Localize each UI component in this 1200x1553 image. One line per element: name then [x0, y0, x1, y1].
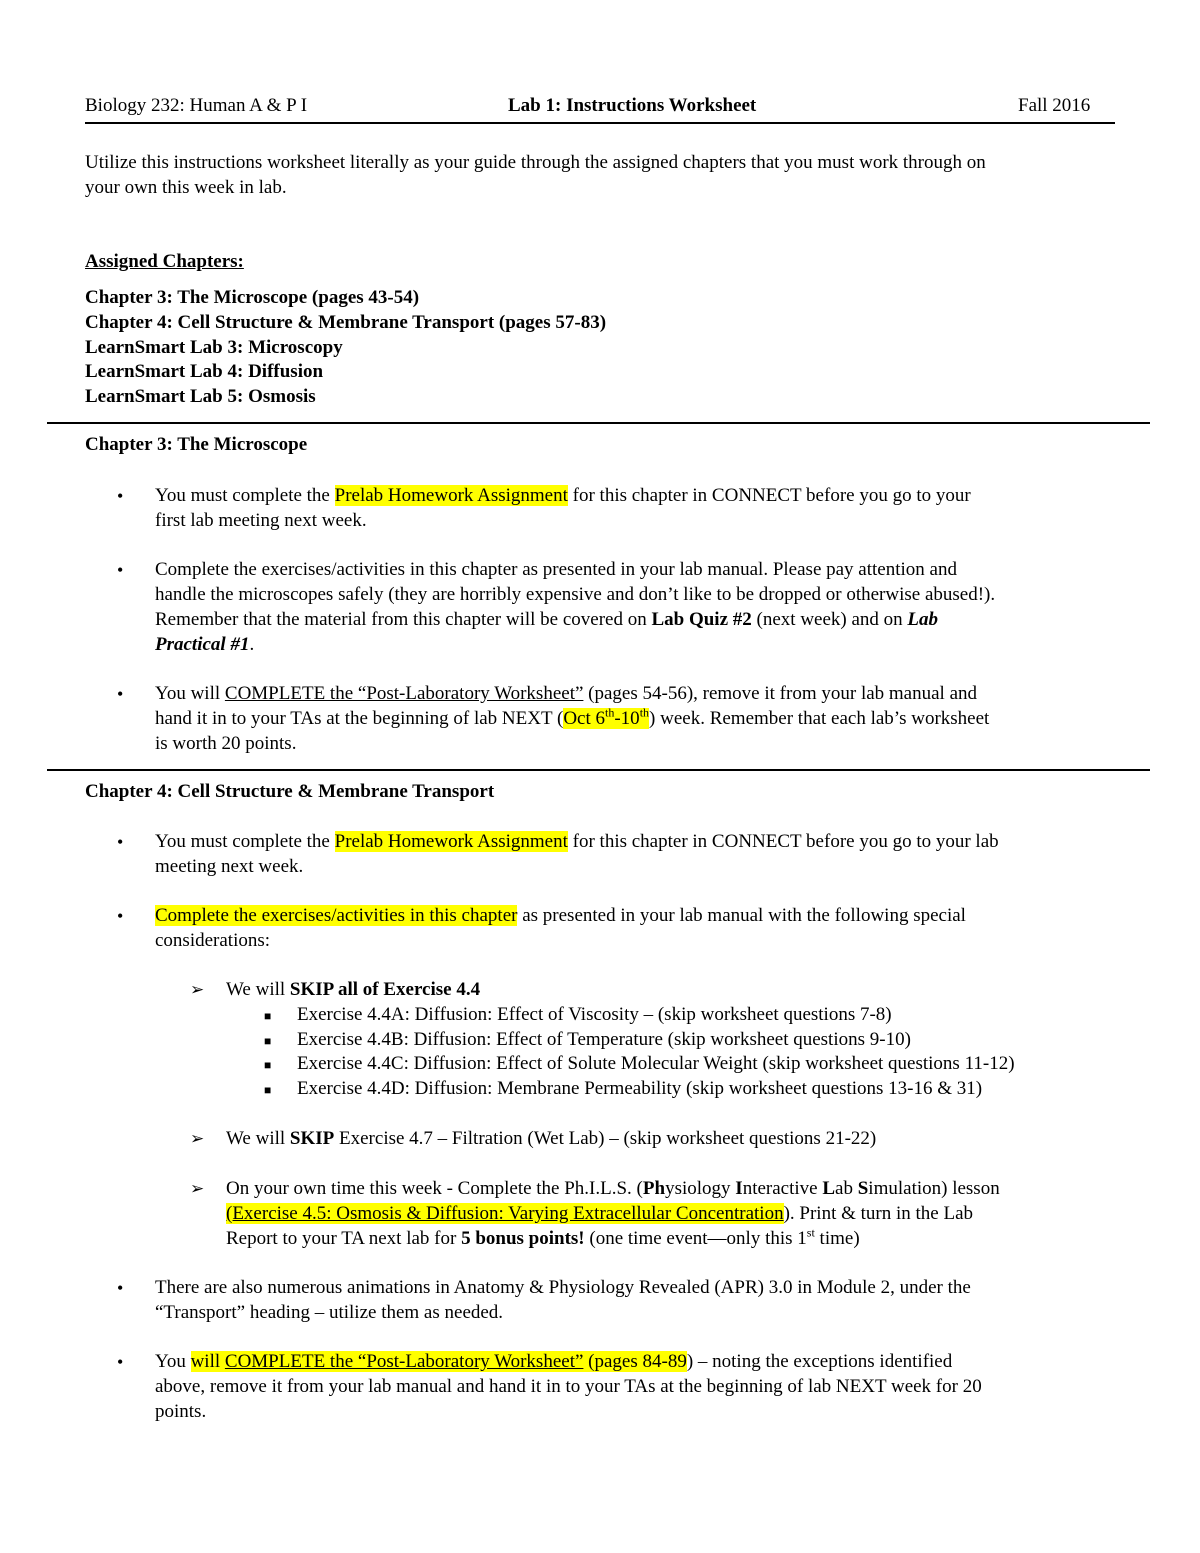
ch3-bullet-1-line-2: first lab meeting next week.	[155, 510, 367, 531]
ch4-bullet-2-line-2: considerations:	[155, 930, 271, 951]
ch3-bullet-3-line-2: hand it in to your TAs at the beginning of lab NEXT (Oct 6th-10th) week. Remember that each lab’s worksheet	[155, 705, 990, 729]
chapter-4-title: Chapter 4: Cell Structure & Membrane Transport	[85, 781, 495, 802]
square-bullet-icon: ■	[264, 1083, 272, 1097]
phils-line-2: (Exercise 4.5: Osmosis & Diffusion: Varying Extracellular Concentration). Print & turn in the Lab	[226, 1203, 974, 1224]
phils-line-3: Report to your TA next lab for 5 bonus points! (one time event—only this 1st time)	[226, 1225, 860, 1249]
bullet-icon: •	[117, 832, 124, 852]
ch4-bullet-3-line-1: There are also numerous animations in Anatomy & Physiology Revealed (APR) 3.0 in Module 2, under the	[155, 1277, 971, 1298]
header-rule	[85, 122, 1115, 124]
phils-line-1: On your own time this week - Complete the Ph.I.L.S. (Physiology Interactive Lab Simulation) lesson	[226, 1178, 1000, 1199]
skip-4-4-line: We will SKIP all of Exercise 4.4	[226, 979, 481, 1000]
bullet-icon: •	[117, 486, 124, 506]
assigned-heading: Assigned Chapters:	[85, 251, 244, 272]
document-title: Lab 1: Instructions Worksheet	[508, 95, 757, 116]
term: Fall 2016	[1018, 95, 1091, 116]
square-bullet-icon: ■	[264, 1058, 272, 1072]
ch4-bullet-4-line-3: points.	[155, 1401, 207, 1422]
ch4-bullet-4-line-1: You will COMPLETE the “Post-Laboratory Worksheet” (pages 84-89) – noting the exceptions identified	[155, 1351, 953, 1372]
arrow-bullet-icon: ➢	[190, 1179, 205, 1198]
ch4-bullet-1-line-2: meeting next week.	[155, 856, 304, 877]
chapter-3-title: Chapter 3: The Microscope	[85, 434, 308, 455]
bullet-icon: •	[117, 906, 124, 926]
ch3-bullet-1-line-1: You must complete the Prelab Homework Assignment for this chapter in CONNECT before you go to your	[155, 485, 971, 506]
ch4-bullet-3-line-2: “Transport” heading – utilize them as needed.	[155, 1302, 504, 1323]
assigned-item: LearnSmart Lab 3: Microscopy	[85, 337, 343, 358]
assigned-item: LearnSmart Lab 4: Diffusion	[85, 361, 324, 382]
skip-sub-item: Exercise 4.4A: Diffusion: Effect of Viscosity – (skip worksheet questions 7-8)	[297, 1004, 892, 1025]
ch3-bullet-3-line-1: You will COMPLETE the “Post-Laboratory Worksheet” (pages 54-56), remove it from your lab manual and	[155, 683, 978, 704]
assigned-item: Chapter 3: The Microscope (pages 43-54)	[85, 287, 420, 308]
square-bullet-icon: ■	[264, 1034, 272, 1048]
skip-sub-item: Exercise 4.4C: Diffusion: Effect of Solute Molecular Weight (skip worksheet questions 11-12)	[297, 1053, 1015, 1074]
intro-line-2: your own this week in lab.	[85, 177, 287, 198]
ch3-bullet-3-line-3: is worth 20 points.	[155, 733, 297, 754]
assigned-item: Chapter 4: Cell Structure & Membrane Transport (pages 57-83)	[85, 312, 607, 333]
arrow-bullet-icon: ➢	[190, 980, 205, 999]
bullet-icon: •	[117, 560, 124, 580]
assigned-item: LearnSmart Lab 5: Osmosis	[85, 386, 316, 407]
skip-sub-item: Exercise 4.4B: Diffusion: Effect of Temperature (skip worksheet questions 9-10)	[297, 1029, 911, 1050]
skip-sub-item: Exercise 4.4D: Diffusion: Membrane Permeability (skip worksheet questions 13-16 & 31)	[297, 1078, 983, 1099]
ch4-bullet-2-line-1: Complete the exercises/activities in this chapter as presented in your lab manual with the following special	[155, 905, 966, 926]
ch4-bullet-4-line-2: above, remove it from your lab manual and hand it in to your TAs at the beginning of lab NEXT week for 20	[155, 1376, 982, 1397]
square-bullet-icon: ■	[264, 1009, 272, 1023]
ch3-bullet-2-line-1: Complete the exercises/activities in this chapter as presented in your lab manual. Please pay attention and	[155, 559, 957, 580]
bullet-icon: •	[117, 684, 124, 704]
ch4-bullet-1-line-1: You must complete the Prelab Homework Assignment for this chapter in CONNECT before you go to your lab	[155, 831, 999, 852]
skip-4-7-line: We will SKIP Exercise 4.7 – Filtration (Wet Lab) – (skip worksheet questions 21-22)	[226, 1128, 877, 1149]
arrow-bullet-icon: ➢	[190, 1129, 205, 1148]
bullet-icon: •	[117, 1352, 124, 1372]
ch3-bullet-2-line-3: Remember that the material from this chapter will be covered on Lab Quiz #2 (next week) and on Lab	[155, 609, 939, 630]
course-name: Biology 232: Human A & P I	[85, 95, 308, 116]
ch3-bullet-2-line-2: handle the microscopes safely (they are horribly expensive and don’t like to be dropped or otherwise abused!).	[155, 584, 996, 605]
bullet-icon: •	[117, 1278, 124, 1298]
ch3-bullet-2-line-4: Practical #1.	[155, 634, 255, 655]
section-rule	[47, 769, 1150, 771]
section-rule	[47, 422, 1150, 424]
intro-line-1: Utilize this instructions worksheet literally as your guide through the assigned chapters that you must work through on	[85, 152, 986, 173]
